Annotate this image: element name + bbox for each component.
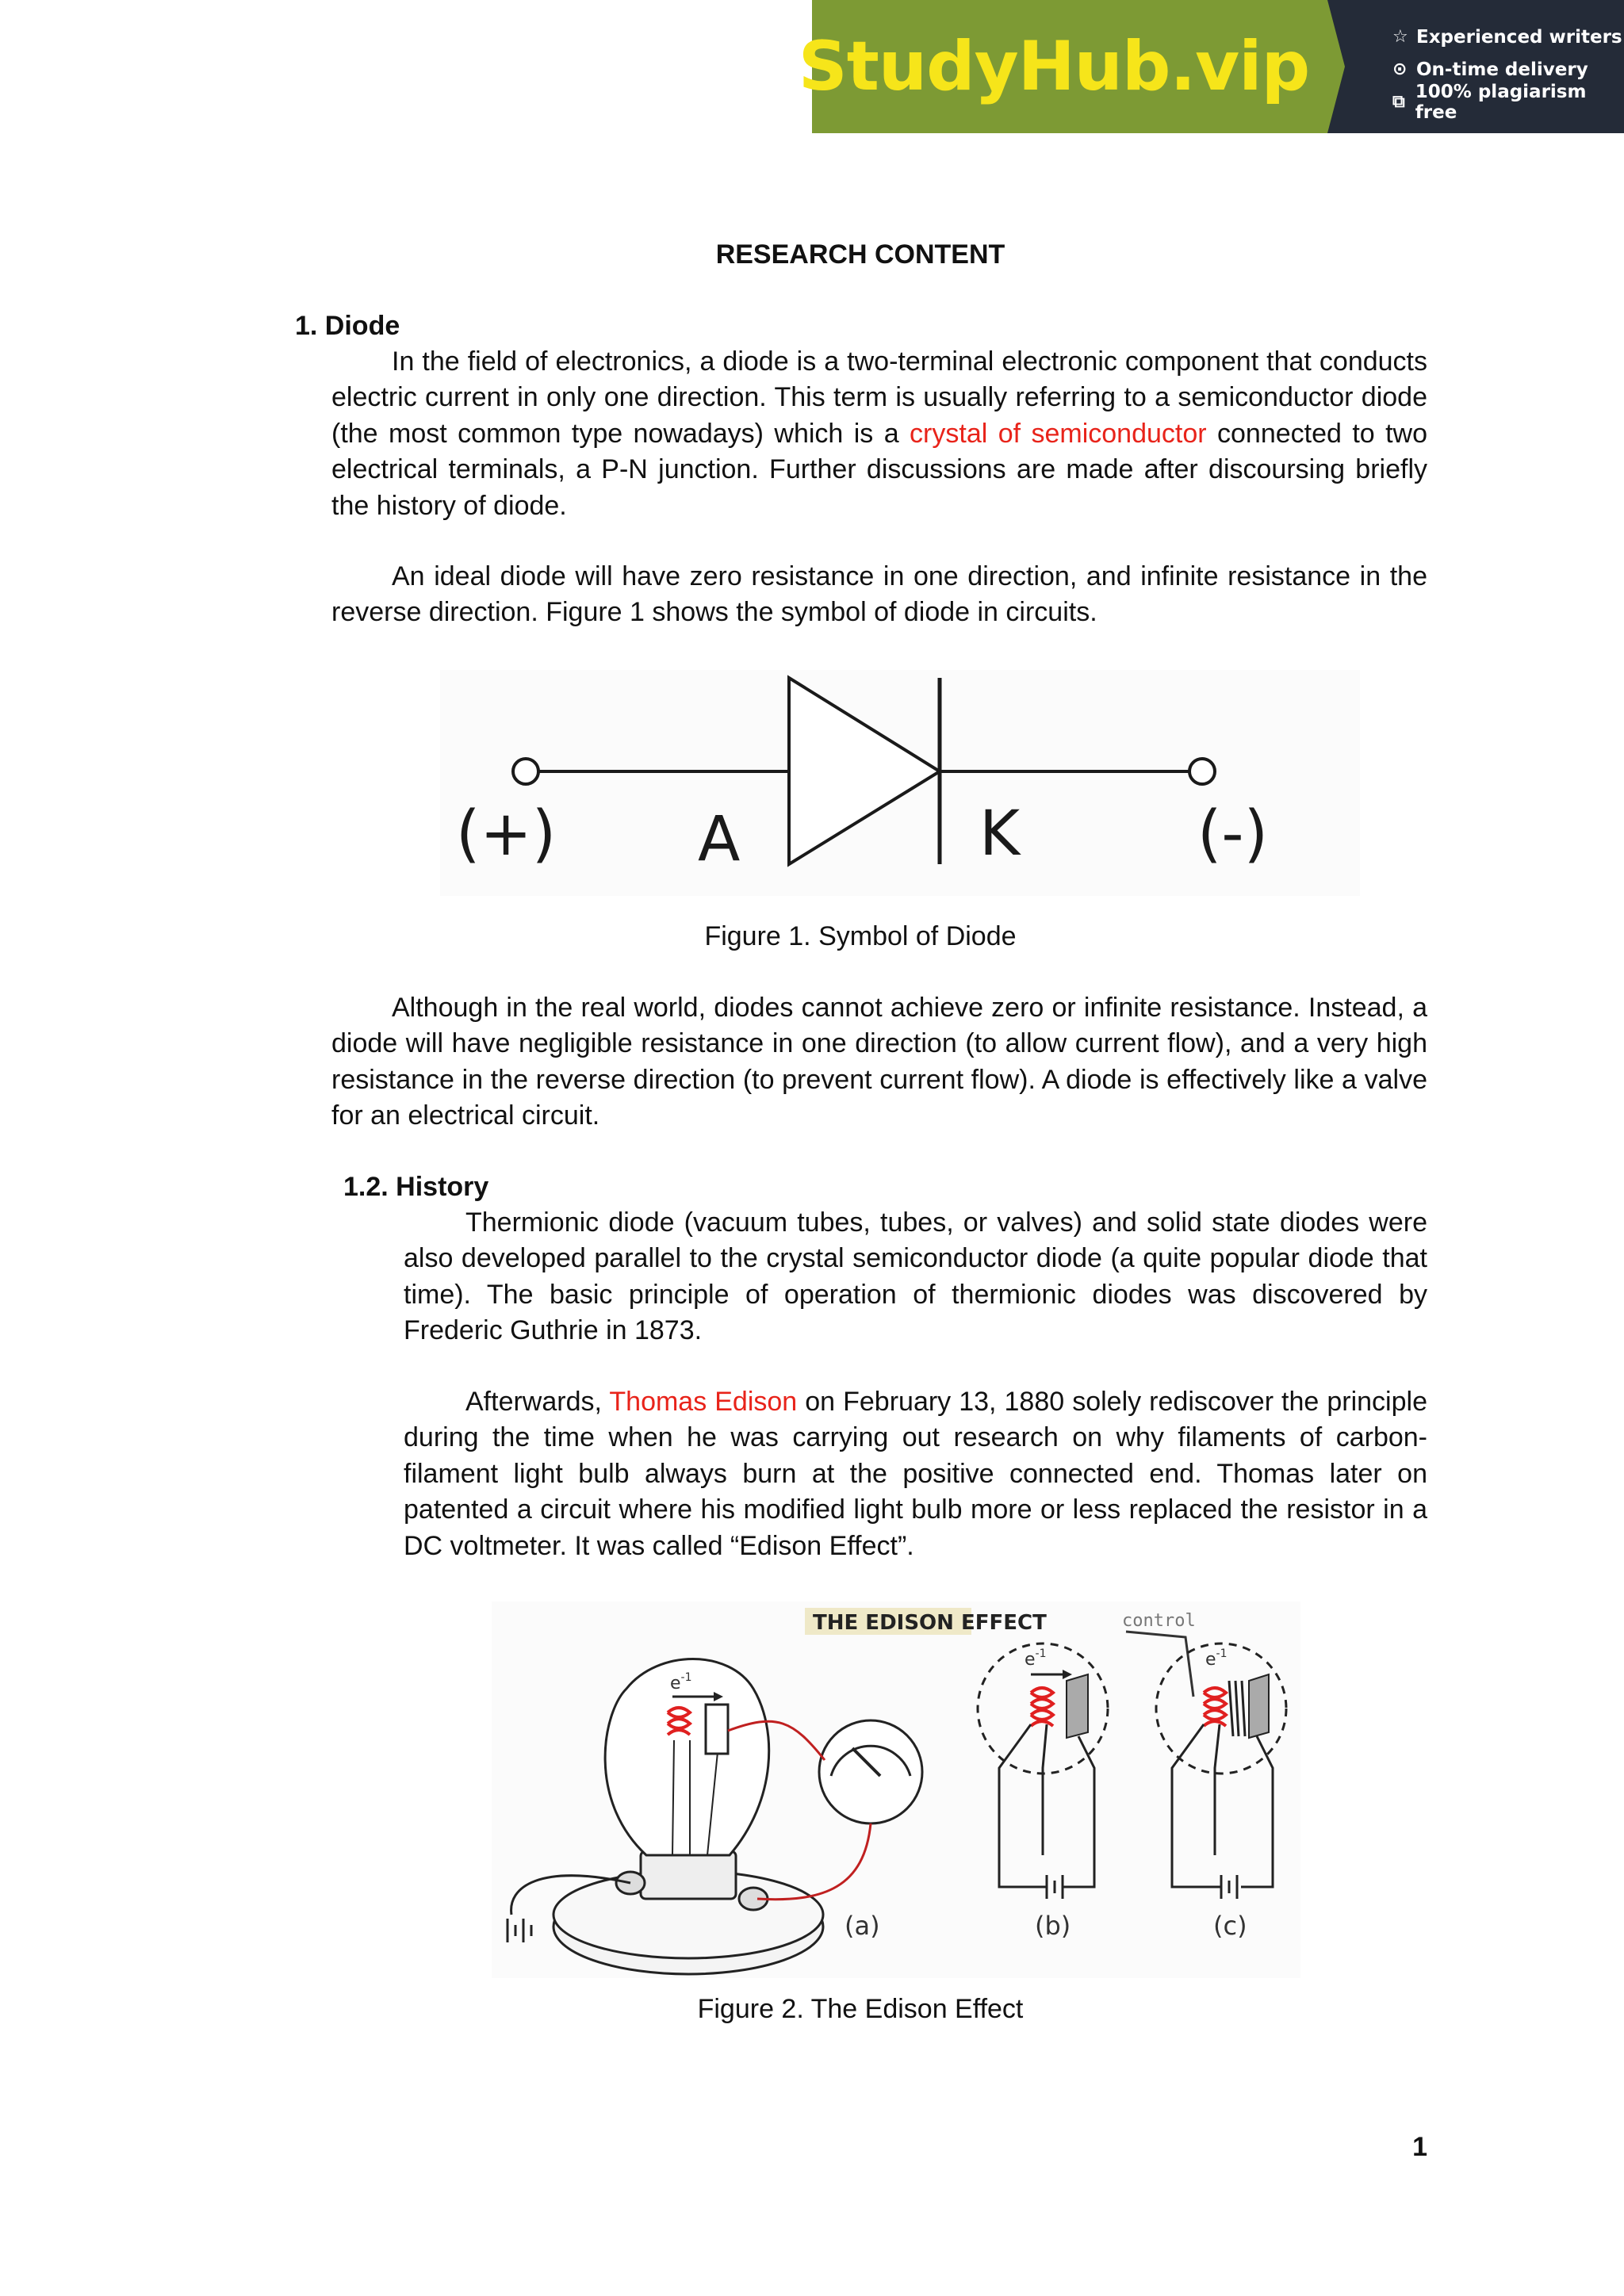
label-b: (b) [1035,1911,1071,1941]
electron-label: $e^{-1}$ [670,1671,692,1693]
paragraph-text: connected to two electrical terminals, a P-N junction. Further discussions are made after discoursing briefly the history of diode. [331,418,1427,521]
cathode-terminal [1189,759,1215,784]
feature-text: On-time delivery [1416,59,1588,80]
paragraph-text: on February 13, 1880 solely rediscover the principle during the time when he was carrying out research on why filaments of carbon-filament light bulb always burn at the positive connected end. Thomas later on patented a circuit where his modified light bulb more or less replaced the resistor in a DC voltmeter. It was called “Edison Effect”. [404,1387,1427,1561]
brand-logo[interactable] [798,0,1327,133]
electron-label: $e^{-1}$ [1205,1647,1228,1670]
brand-name: StudyHub.vip [798,27,1310,106]
paragraph-text: In the field of electronics, a diode is a two-terminal electronic component that conducts electric current in only one direction. This term is usually referring to a semiconductor diode (the most common type nowadays) which is a [331,346,1427,449]
figure-title: THE EDISON EFFECT [813,1611,1047,1635]
paragraph [404,1384,1427,1564]
label-c: (c) [1213,1911,1247,1941]
paragraph-text: Afterwards, [465,1387,602,1417]
minus-label: (-) [1197,798,1269,870]
section-title: 1.2. History [343,1172,489,1202]
electron-label: $e^{-1}$ [1025,1647,1047,1670]
feature-text: 100% plagiarism free [1415,81,1587,123]
figure-caption: Figure 2. The Edison Effect [697,1994,1024,2024]
feature-list [1327,0,1624,133]
feature-item [1392,81,1624,123]
paragraph [331,344,1427,524]
copy-check-icon: ⧉ [1392,92,1405,112]
galvanometer [819,1720,922,1823]
section-title: 1. Diode [295,311,400,341]
paragraph: Although in the real world, diodes cannot achieve zero or infinite resistance. Instead, a diode will have negligible resistance in one direction (to allow current flow), and a very high resistance in the reverse direction (to prevent current flow). A diode is effectively like a valve for an electrical circuit. [331,993,1427,1131]
control-label: control [1122,1611,1196,1631]
figure-caption: Figure 1. Symbol of Diode [704,921,1017,951]
studyhub-banner[interactable] [798,0,1624,133]
cathode-label: K [979,798,1021,870]
clock-icon: ⊙ [1392,59,1408,79]
star-icon: ☆ [1392,27,1408,47]
crystal-of-semiconductor-link[interactable]: crystal of semiconductor [910,418,1207,449]
diode-symbol-figure [440,670,1360,896]
document-heading: RESEARCH CONTENT [715,239,1005,270]
plus-label: (+) [456,798,557,870]
label-a: (a) [845,1911,880,1941]
thomas-edison-link[interactable]: Thomas Edison [609,1387,798,1417]
feature-text: Experienced writers [1416,26,1622,48]
anode-terminal [513,759,538,784]
paragraph: Thermionic diode (vacuum tubes, tubes, or valves) and solid state diodes were also developed parallel to the crystal semiconductor diode (a quite popular diode that time). The basic principle of operation of thermionic diodes was discovered by Frederic Guthrie in 1873. [404,1207,1427,1346]
page-number: 1 [1412,2132,1427,2162]
anode-label: A [698,804,741,875]
paragraph: An ideal diode will have zero resistance in one direction, and infinite resistance in the reverse direction. Figure 1 shows the symbol of diode in circuits. [331,561,1427,628]
feature-item [1392,21,1624,53]
edison-effect-figure [492,1601,1300,1978]
